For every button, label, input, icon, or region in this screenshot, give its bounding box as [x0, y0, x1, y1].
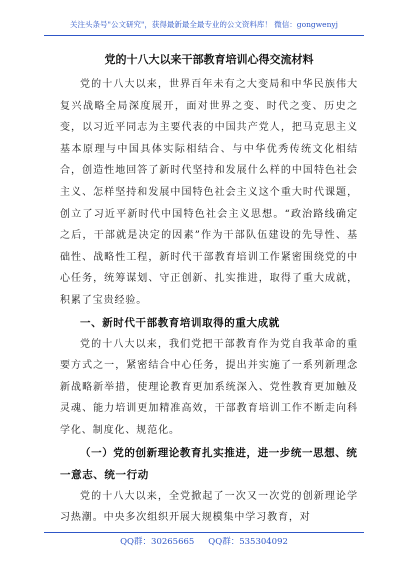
footer-qq-group-2: QQ群：535304092: [208, 537, 288, 547]
header-banner: 关注头条号"公文研究"，获得最新最全最专业的公文资料库！ 微信：gongwenyj: [70, 20, 338, 29]
document-title: 党的十八大以来干部教育培训心得交流材料: [104, 53, 314, 66]
footer-divider: [44, 532, 364, 533]
subsection-heading-1: （一）党的创新理论教育扎实推进，进一步统一思想、统一意志、统一行动: [60, 446, 358, 481]
footer: [44, 537, 364, 548]
section-1-paragraph: 党的十八大以来，我们党把干部教育作为党自我革命的重要方式之一，紧密结合中心任务，提出并实施了一系列新理念新战略新举措，使理论教育更加系统深入、党性教育更加触及灵魂、能力培训更加精准高效，干部教育培训工作不断走向科学化、制度化、规范化。: [60, 338, 358, 436]
subsection-1-paragraph: 党的十八大以来，全党掀起了一次又一次党的创新理论学习热潮。中央多次组织开展大规模集中学习教育，对: [60, 490, 358, 524]
section-heading-1: 一、新时代干部教育培训取得的重大成就: [80, 316, 280, 329]
header-divider: [44, 35, 364, 36]
intro-paragraph: 党的十八大以来，世界百年未有之大变局和中华民族伟大复兴战略全局深度展开，面对世界之变、时代之变、历史之变，以习近平同志为主要代表的中国共产党人，把马克思主义基本原理与中国具体实际相结合、与中华优秀传统文化相结合，创造性地回答了新时代坚持和发展什么样的中国特色社会主义、怎样坚持和发展中国特色社会主义这个重大时代课题，创立了习近平新时代中国特色社会主义思想。“政治路线确定之后，干部就是决定的因素”作为干部队伍建设的先导性、基础性、战略性工程，新时代干部教育培训工作紧密围绕党的中心任务，统筹谋划、守正创新、扎实推进，取得了重大成就，积累了宝贵经验。: [60, 79, 358, 306]
footer-qq-group-1: QQ群：30265665: [120, 537, 195, 547]
document-body: [60, 44, 358, 529]
